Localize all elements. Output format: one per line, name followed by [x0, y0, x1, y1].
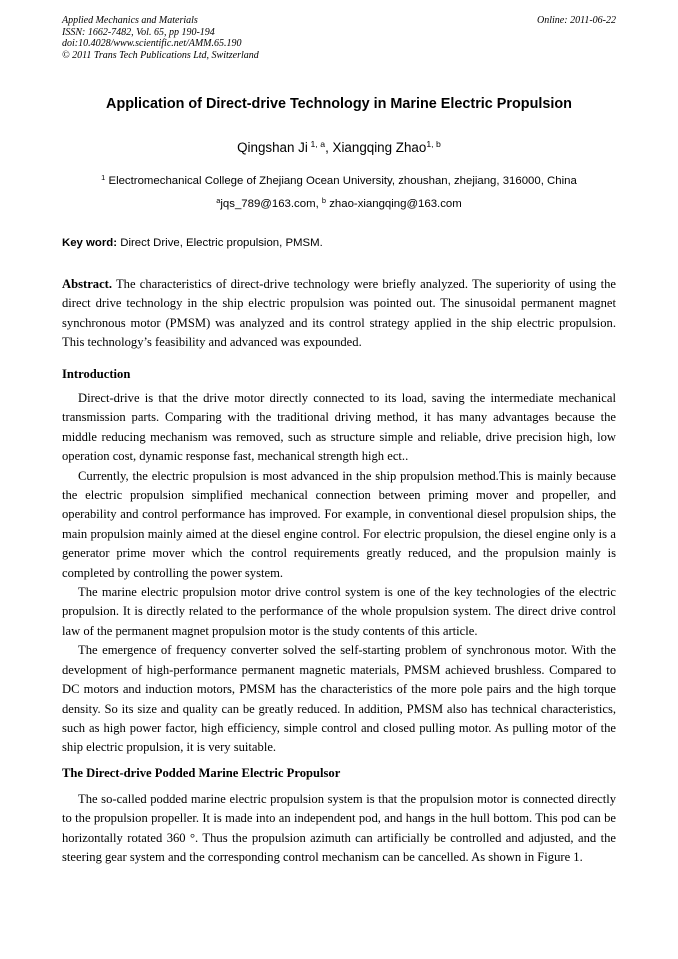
affiliation-superscript: 1: [101, 172, 106, 182]
introduction-heading: Introduction: [62, 367, 131, 381]
email-address: zhao-xiangqing@163.com: [329, 198, 462, 210]
body-paragraph: Direct-drive is that the drive motor directly connected to its load, saving the intermediate mechanical transmission parts. Comparing with the traditional driving method, it has many advantages because the middle reducing mechanism was removed, such as structure simple and reliable, drive precision high, low operation cost, dynamic response fast, mechanical strength high ect..: [62, 391, 616, 464]
author-list: [62, 140, 616, 155]
author-superscript: 1, b: [426, 139, 441, 150]
doi-line: doi:10.4028/www.scientific.net/AMM.65.190: [62, 38, 242, 50]
email-address: jqs_789@163.com: [220, 198, 316, 210]
paper-title: Application of Direct-drive Technology in Marine Electric Propulsion: [106, 96, 572, 112]
author-separator: ,: [325, 140, 333, 155]
affiliation-text: Electromechanical College of Zhejiang Ocean University, zhoushan, zhejiang, 316000, China: [108, 175, 577, 187]
introduction-body: [62, 389, 616, 758]
keywords-text: Direct Drive, Electric propulsion, PMSM.: [120, 237, 323, 249]
abstract-text: The characteristics of direct-drive technology were briefly analyzed. The superiority of using the direct drive technology in the ship electric propulsion was pointed out. The sinusoidal permanent magnet synchronous motor (PMSM) was analyzed and its control strategy applied in the ship electric propulsion. This technology’s feasibility and advanced was expounded.: [62, 277, 617, 350]
body-paragraph: The so-called podded marine electric propulsion system is that the propulsion motor is connected directly to the propulsion propeller. It is made into an independent pod, and hangs in the hull bottom. This pod can be horizontally rotated 360 °. Thus the propulsion azimuth can artificially be controlled and adjusted, and the steering gear system and the corresponding control mechanism can be cancelled. As shown in Figure 1.: [62, 792, 616, 865]
email-superscript: b: [321, 195, 327, 205]
online-date: Online: 2011-06-22: [537, 15, 616, 26]
keywords: [62, 237, 616, 249]
author-superscript: 1, a: [310, 139, 326, 150]
journal-name: Applied Mechanics and Materials: [62, 15, 198, 26]
abstract-label: Abstract.: [62, 277, 113, 291]
keywords-label: Key word:: [62, 237, 118, 249]
body-paragraph: The marine electric propulsion motor drive control system is one of the key technologies of the electric propulsion. It is directly related to the performance of the whole propulsion system. The direct drive control law of the permanent magnet propulsion motor is the study contents of this article.: [62, 585, 616, 638]
email-superscript: a: [216, 195, 221, 205]
author-name: Xiangqing Zhao: [332, 140, 427, 155]
abstract-paragraph: [62, 275, 616, 353]
body-paragraph: Currently, the electric propulsion is most advanced in the ship propulsion method.This is mainly because the electric propulsion simplified mechanical connection between priming mover and propeller, and operability and control performance has improved. For example, in conventional diesel propulsion ships, the main propulsion mainly aimed at the diesel engine control. For electric propulsion, the diesel engine only is a generator prime mover which the control requirements greatly reduced, and the propulsion mainly is completed by controlling the power system.: [62, 468, 616, 580]
affiliation: [62, 172, 616, 187]
issn-line: ISSN: 1662-7482, Vol. 65, pp 190-194: [62, 26, 215, 38]
author-name: Qingshan Ji: [237, 140, 308, 155]
podded-section-body: [62, 790, 616, 868]
podded-section-heading: The Direct-drive Podded Marine Electric Propulsor: [62, 766, 341, 780]
copyright-line: © 2011 Trans Tech Publications Ltd, Switzerland: [62, 49, 259, 61]
body-paragraph: The emergence of frequency converter solved the self-starting problem of synchronous motor. With the development of high-performance permanent magnetic materials, PMSM achieved brushless. Compared to DC motors and induction motors, PMSM has the characteristics of the more pole pairs and the high torque density. So its size and quality can be greatly reduced. In addition, PMSM also has technical characteristics, such as high power factor, high efficiency, simple control and closed pulling motor. As pulling motor of the ship electric propulsion, it is very suitable.: [62, 643, 616, 755]
journal-header: [62, 15, 616, 61]
abstract: [62, 275, 616, 353]
author-emails: $^a$jqs_789@163.com, $^b$ zhao-xiangqing@163.com: [216, 195, 462, 210]
